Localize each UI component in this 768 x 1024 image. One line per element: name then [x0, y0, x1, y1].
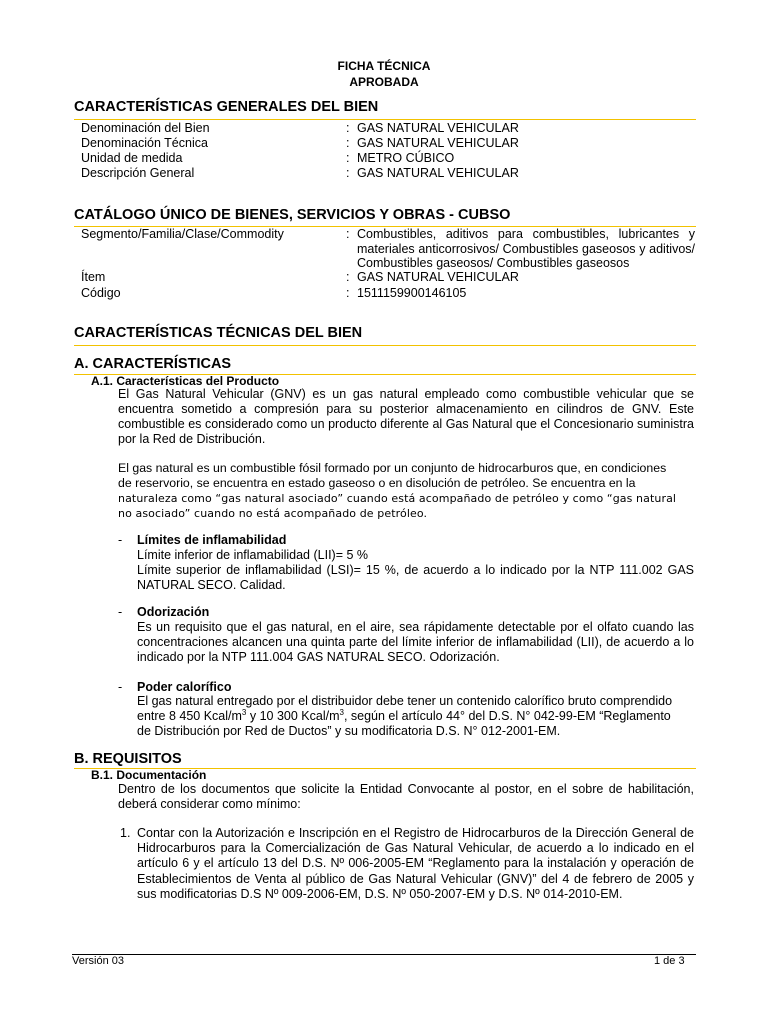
section-title-a: A. CARACTERÍSTICAS [74, 356, 232, 372]
field-label: Código [81, 286, 121, 300]
footer-version: Versión 03 [72, 955, 124, 967]
bullet-title: Límites de inflamabilidad [137, 533, 287, 547]
field-label: Ítem [81, 270, 106, 284]
field-value: GAS NATURAL VEHICULAR [357, 121, 519, 135]
text-run: entre 8 450 Kcal/m [137, 709, 242, 723]
section-title-b: B. REQUISITOS [74, 751, 182, 767]
field-value-segment: Combustibles, aditivos para combustibles, lubricantes y materiales anticorrosivos/ Combustibles gaseosos y aditivos/ Combustibles gaseosos/ Combustibles gaseosos [357, 227, 695, 270]
paragraph: Dentro de los documentos que solicite la Entidad Convocante al postor, en el sobre de habilitación, deberá considerar como mínimo: [118, 782, 694, 811]
text-run: , según el artículo 44° del D.S. N° 042-99-EM “Reglamento [343, 709, 671, 723]
subsection-title-a1: A.1. Características del Producto [91, 374, 280, 388]
paragraph-line: de reservorio, se encuentra en estado gaseoso o en disolución de petróleo. Se encuentra en la [118, 476, 636, 490]
bullet-title: Poder calorífico [137, 680, 232, 694]
doc-header-subtitle: APROBADA [349, 75, 419, 89]
bullet-line: El gas natural entregado por el distribuidor debe tener un contenido calorífico bruto comprendido [137, 694, 673, 708]
paragraph [118, 461, 694, 521]
field-label: Segmento/Familia/Clase/Commodity [81, 227, 284, 241]
field-label: Descripción General [81, 166, 195, 180]
bullet-text: Límite superior de inflamabilidad (LSI)= 15 %, de acuerdo a lo indicado por la NTP 111.002 GAS NATURAL SECO. Calidad. [137, 563, 694, 592]
footer-rule [72, 954, 696, 955]
section-title-catalog: CATÁLOGO ÚNICO DE BIENES, SERVICIOS Y OBRAS - CUBSO [74, 207, 511, 223]
bullet-title: Odorización [137, 605, 210, 619]
text-run: y 10 300 Kcal/m [246, 709, 340, 723]
field-colon: : [346, 227, 350, 241]
list-number: 1. [120, 826, 131, 840]
footer-page-number: 1 de 3 [654, 955, 685, 967]
field-value: 1511159900146105 [357, 286, 467, 300]
field-colon: : [346, 166, 350, 180]
doc-header-title: FICHA TÉCNICA [337, 59, 431, 73]
bullet-line [137, 709, 694, 724]
section-rule [74, 119, 696, 120]
field-value: GAS NATURAL VEHICULAR [357, 136, 519, 150]
section-title-general: CARACTERÍSTICAS GENERALES DEL BIEN [74, 99, 379, 115]
bullet-line: de Distribución por Red de Ductos” y su modificatoria D.S. N° 012-2001-EM. [137, 724, 561, 738]
field-label: Unidad de medida [81, 151, 183, 165]
bullet-dash: - [118, 605, 123, 619]
field-value: GAS NATURAL VEHICULAR [357, 166, 519, 180]
field-colon: : [346, 136, 350, 150]
field-colon: : [346, 270, 350, 284]
field-colon: : [346, 286, 350, 300]
paragraph-line: naturaleza como “gas natural asociado” cuando está acompañado de petróleo y como “gas natural [118, 492, 677, 505]
field-label: Denominación del Bien [81, 121, 210, 135]
paragraph-line: no asociado” cuando no está acompañado de petróleo. [118, 507, 428, 520]
bullet-dash: - [118, 533, 123, 547]
section-rule [74, 345, 696, 346]
paragraph: El Gas Natural Vehicular (GNV) es un gas natural empleado como combustible vehicular que se encuentra sometido a compresión para su posterior almacenamiento en cilindros de GNV. Este combustible es considerado como un producto diferente al Gas Natural que el Concesionario suministra por la Red de Distribución. [118, 387, 694, 446]
subsection-title-b1: B.1. Documentación [91, 768, 207, 782]
field-colon: : [346, 121, 350, 135]
bullet-text: Es un requisito que el gas natural, en el aire, sea rápidamente detectable por el olfato cuando las concentraciones alcancen una quinta parte del límite inferior de inflamabilidad (LII), de acuerdo a lo indicado por la NTP 111.004 GAS NATURAL SECO. Odorización. [137, 620, 694, 664]
superscript: 3 [339, 707, 344, 717]
bullet-dash: - [118, 680, 123, 694]
bullet-text [137, 694, 694, 739]
field-value: GAS NATURAL VEHICULAR [357, 270, 519, 284]
list-item-text: Contar con la Autorización e Inscripción en el Registro de Hidrocarburos de la Dirección General de Hidrocarburos para la Comercialización de Gas Natural Vehicular, de acuerdo a lo indicado en el artículo 6 y el artículo 13 del D.S. Nº 006-2005-EM “Reglamento para la instalación y operación de Establecimientos de Venta al público de Gas Natural Vehicular (GNV)” del 4 de febrero de 2005 y sus modificatorias D.S Nº 009-2006-EM, D.S. Nº 050-2007-EM y D.S. Nº 014-2010-EM. [137, 826, 694, 901]
field-colon: : [346, 151, 350, 165]
bullet-text: Límite inferior de inflamabilidad (LII)= 5 % [137, 548, 369, 562]
field-value: METRO CÚBICO [357, 151, 455, 165]
field-label: Denominación Técnica [81, 136, 208, 150]
section-title-technical: CARACTERÍSTICAS TÉCNICAS DEL BIEN [74, 325, 363, 341]
paragraph-line: El gas natural es un combustible fósil formado por un conjunto de hidrocarburos que, en condiciones [118, 461, 667, 475]
superscript: 3 [241, 707, 247, 717]
